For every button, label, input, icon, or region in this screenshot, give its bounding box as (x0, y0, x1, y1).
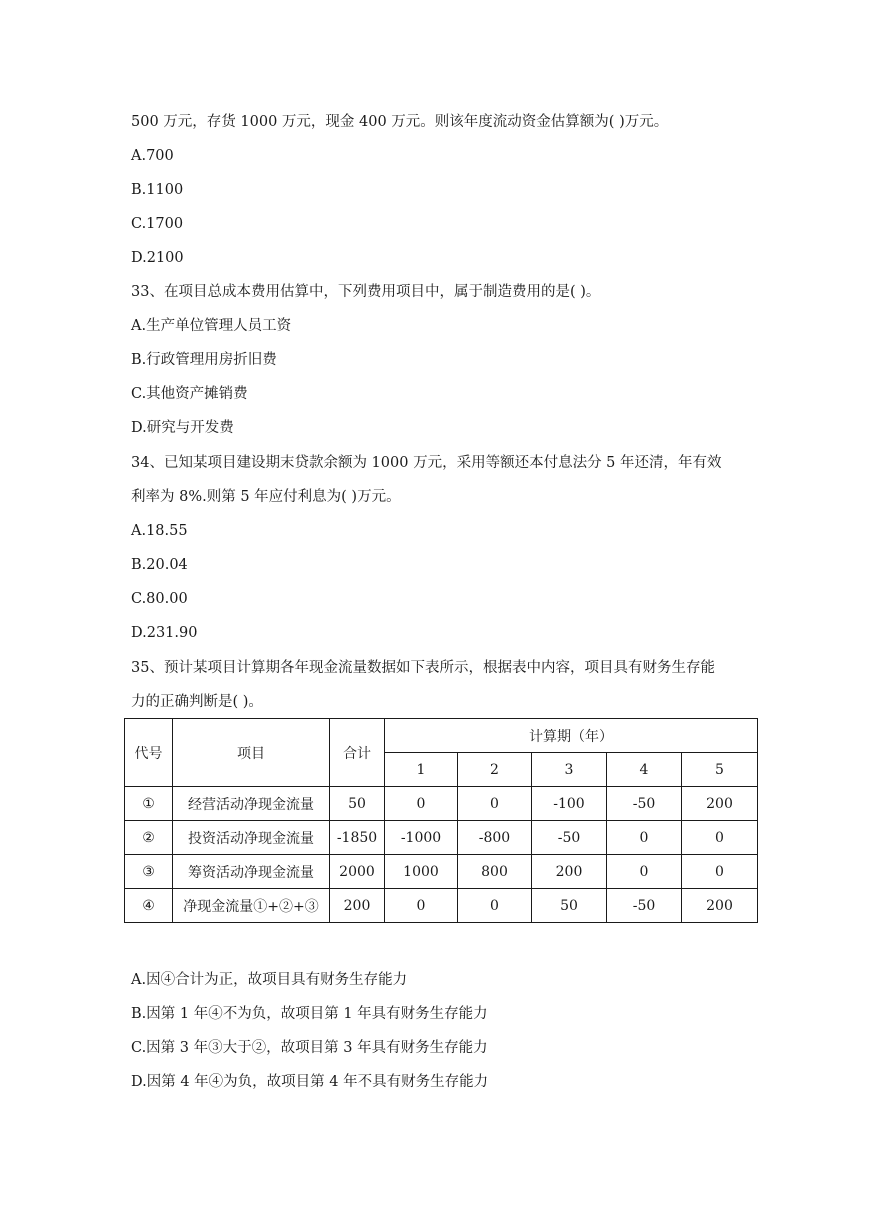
row-item: 净现金流量①+②+③ (173, 889, 330, 923)
row-value: 0 (458, 787, 532, 821)
row-total: -1850 (330, 821, 385, 855)
row-value: -50 (607, 889, 682, 923)
q33-option-a: A.生产单位管理人员工资 (131, 318, 292, 334)
header-year: 4 (607, 753, 682, 787)
q33-option-c: C.其他资产摊销费 (131, 386, 248, 402)
row-item: 经营活动净现金流量 (173, 787, 330, 821)
row-code: ④ (125, 889, 173, 923)
row-total: 50 (330, 787, 385, 821)
header-item: 项目 (173, 719, 330, 787)
row-value: 0 (607, 821, 682, 855)
cash-flow-table (124, 718, 758, 923)
row-code: ② (125, 821, 173, 855)
q34-option-d: D.231.90 (131, 625, 198, 641)
q32-option-a: A.700 (131, 148, 174, 164)
q35-option-d: D.因第 4 年④为负，故项目第 4 年不具有财务生存能力 (131, 1074, 489, 1090)
table-row (125, 855, 758, 889)
row-code: ① (125, 787, 173, 821)
row-value: 200 (532, 855, 607, 889)
q33-option-b: B.行政管理用房折旧费 (131, 352, 277, 368)
table-row (125, 889, 758, 923)
q34-option-c: C.80.00 (131, 591, 188, 607)
row-code: ③ (125, 855, 173, 889)
row-item: 筹资活动净现金流量 (173, 855, 330, 889)
header-total: 合计 (330, 719, 385, 787)
row-value: 0 (458, 889, 532, 923)
row-value: 50 (532, 889, 607, 923)
header-code: 代号 (125, 719, 173, 787)
row-value: 0 (607, 855, 682, 889)
q32-stem-tail: 500 万元，存货 1000 万元，现金 400 万元。则该年度流动资金估算额为( )万元。 (131, 114, 669, 130)
header-year: 5 (682, 753, 758, 787)
q32-option-b: B.1100 (131, 182, 184, 198)
q35-option-c: C.因第 3 年③大于②，故项目第 3 年具有财务生存能力 (131, 1040, 488, 1056)
row-value: -1000 (385, 821, 458, 855)
q33-stem: 33、在项目总成本费用估算中，下列费用项目中，属于制造费用的是( )。 (131, 284, 601, 300)
row-item: 投资活动净现金流量 (173, 821, 330, 855)
row-value: 800 (458, 855, 532, 889)
row-value: 0 (385, 889, 458, 923)
row-value: -800 (458, 821, 532, 855)
row-value: 200 (682, 889, 758, 923)
q32-option-d: D.2100 (131, 250, 184, 266)
header-year: 2 (458, 753, 532, 787)
q35-option-b: B.因第 1 年④不为负，故项目第 1 年具有财务生存能力 (131, 1006, 488, 1022)
table-row (125, 787, 758, 821)
row-total: 200 (330, 889, 385, 923)
q33-option-d: D.研究与开发费 (131, 420, 234, 436)
row-value: 0 (682, 821, 758, 855)
q32-option-c: C.1700 (131, 216, 184, 232)
row-value: 200 (682, 787, 758, 821)
row-value: 1000 (385, 855, 458, 889)
table-row (125, 821, 758, 855)
row-value: -50 (532, 821, 607, 855)
q35-option-a: A.因④合计为正，故项目具有财务生存能力 (131, 972, 408, 988)
header-year: 1 (385, 753, 458, 787)
q34-option-b: B.20.04 (131, 557, 188, 573)
row-value: 0 (385, 787, 458, 821)
row-total: 2000 (330, 855, 385, 889)
row-value: -50 (607, 787, 682, 821)
header-year: 3 (532, 753, 607, 787)
q34-stem-line1: 34、已知某项目建设期末贷款余额为 1000 万元，采用等额还本付息法分 5 年还清，年有效 (131, 455, 722, 471)
row-value: -100 (532, 787, 607, 821)
q35-stem-line2: 力的正确判断是( )。 (131, 694, 263, 710)
q34-stem-line2: 利率为 8%.则第 5 年应付利息为( )万元。 (131, 489, 401, 505)
q35-stem-line1: 35、预计某项目计算期各年现金流量数据如下表所示，根据表中内容，项目具有财务生存能 (131, 660, 715, 676)
q34-option-a: A.18.55 (131, 523, 188, 539)
header-period: 计算期（年） (385, 719, 758, 753)
row-value: 0 (682, 855, 758, 889)
